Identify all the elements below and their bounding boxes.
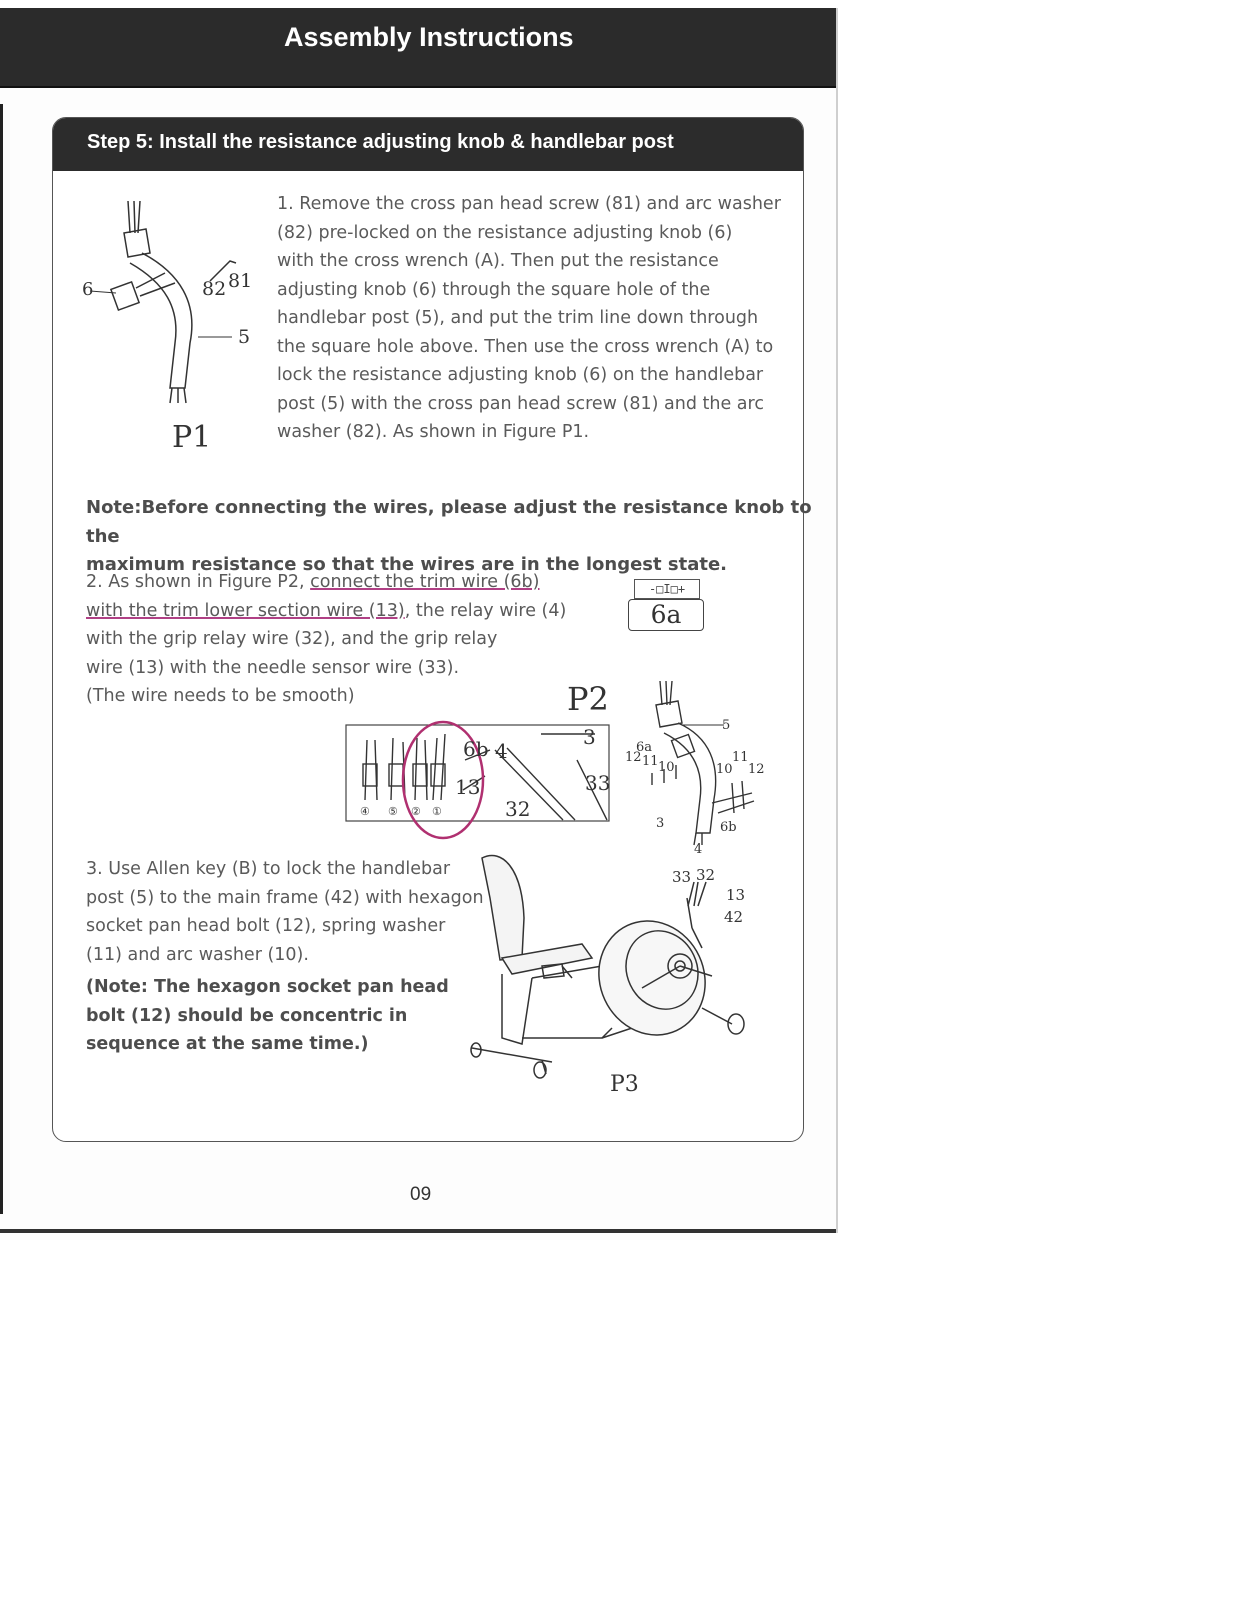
page-number: 09	[410, 1184, 432, 1205]
side-callout: 10	[716, 762, 733, 777]
step2-text	[86, 568, 566, 711]
figure-p3-bike	[462, 848, 762, 1088]
side-callout: 12	[625, 750, 642, 765]
step2-line: with the grip relay wire (32), and the grip relay	[86, 629, 498, 649]
side-callout: 11	[732, 750, 749, 765]
handlebar-post-drawing	[111, 201, 236, 403]
side-callout: 3	[656, 816, 665, 831]
step2-line: (The wire needs to be smooth)	[86, 686, 355, 706]
step1-line: (82) pre-locked on the resistance adjusting knob (6)	[277, 222, 733, 243]
step3-note	[86, 973, 449, 1059]
step2-text-segment: , the relay wire (4)	[404, 600, 567, 621]
step3-line: post (5) to the main frame (42) with hexagon	[86, 887, 484, 908]
step1-line: post (5) with the cross pan head screw (81) and the arc	[277, 393, 764, 414]
side-callout: 6a	[636, 740, 653, 755]
p2-callout: 13	[455, 775, 481, 799]
step1-line: adjusting knob (6) through the square hole of the	[277, 279, 711, 300]
connector-number: ⑤	[388, 805, 398, 818]
p2-callout: 32	[505, 797, 531, 821]
step3-line: socket pan head bolt (12), spring washer	[86, 916, 446, 936]
p1-callout: 82	[202, 278, 227, 300]
p3-callouts	[672, 866, 745, 926]
step3-note-line: (Note: The hexagon socket pan head	[86, 977, 449, 997]
step1-line: washer (82). As shown in Figure P1.	[277, 422, 590, 442]
step2-line	[86, 597, 566, 626]
step1-line: 1. Remove the cross pan head screw (81) and arc washer	[277, 194, 781, 214]
page-title: Assembly Instructions	[284, 22, 574, 52]
side-callout: 12	[748, 762, 765, 777]
step-title: Step 5: Install the resistance adjusting knob & handlebar post	[87, 131, 674, 153]
connector-numbers	[360, 805, 442, 818]
page-bottom-rule	[0, 1229, 836, 1233]
knob-value: 6a	[628, 599, 704, 631]
step2-underlined: with the trim lower section wire (13)	[86, 600, 405, 621]
step3-line: 3. Use Allen key (B) to lock the handlebar	[86, 859, 451, 879]
note-line: Note:Before connecting the wires, please adjust the resistance knob to the	[86, 497, 812, 547]
step3-text	[86, 855, 484, 969]
step-header	[53, 118, 803, 171]
wire-note	[86, 494, 836, 580]
knob-scale: -□I□+	[634, 579, 700, 599]
figure-handlebar-wiring	[622, 673, 772, 863]
p3-callout: 32	[696, 866, 716, 884]
figure-p2	[345, 720, 611, 824]
step3-note-line: bolt (12) should be concentric in	[86, 1005, 408, 1026]
connector-number: ①	[432, 805, 442, 818]
figure-label-p1: P1	[172, 420, 212, 455]
side-callout: 4	[694, 842, 703, 857]
p2-callout: 33	[585, 771, 611, 795]
p3-callout: 42	[724, 908, 744, 926]
connector-number: ②	[411, 805, 421, 818]
side-callout: 5	[722, 718, 731, 733]
step2-text-segment: 2. As shown in Figure P2,	[86, 572, 311, 592]
step3-line: (11) and arc washer (10).	[86, 944, 309, 965]
p2-callout: 6b	[463, 737, 489, 761]
manual-page	[0, 8, 838, 1233]
note-line: maximum resistance so that the wires are in the longest state.	[86, 554, 727, 575]
step1-line: the square hole above. Then use the cross wrench (A) to	[277, 336, 774, 357]
p1-callout: 5	[238, 326, 251, 348]
p2-callout: 3	[583, 725, 596, 749]
p1-callout: 6	[82, 279, 94, 300]
page-header-bar	[0, 8, 836, 88]
step1-line: lock the resistance adjusting knob (6) on the handlebar	[277, 365, 764, 385]
side-callout: 10	[658, 760, 675, 775]
figure-label-p3: P3	[610, 1072, 639, 1097]
step1-line: with the cross wrench (A). Then put the resistance	[277, 251, 719, 271]
step1-line: handlebar post (5), and put the trim line down through	[277, 308, 759, 328]
step2-line	[86, 568, 566, 597]
p3-callout: 33	[672, 868, 692, 886]
step2-underlined: connect the trim wire (6b)	[310, 572, 540, 592]
figure-p1	[80, 193, 270, 463]
knob-label-box	[628, 579, 704, 631]
p3-callout: 13	[726, 886, 746, 904]
p2-callout: 4	[495, 739, 508, 763]
page-left-edge	[0, 104, 3, 1214]
side-callout: 11	[642, 754, 659, 769]
step2-line: wire (13) with the needle sensor wire (33).	[86, 657, 460, 678]
connector-number: ④	[360, 805, 370, 818]
p1-callout: 81	[228, 270, 253, 292]
figure-label-p2: P2	[567, 680, 609, 718]
side-callout: 6b	[720, 820, 737, 835]
step3-note-line: sequence at the same time.)	[86, 1034, 369, 1054]
step1-text	[277, 190, 781, 447]
